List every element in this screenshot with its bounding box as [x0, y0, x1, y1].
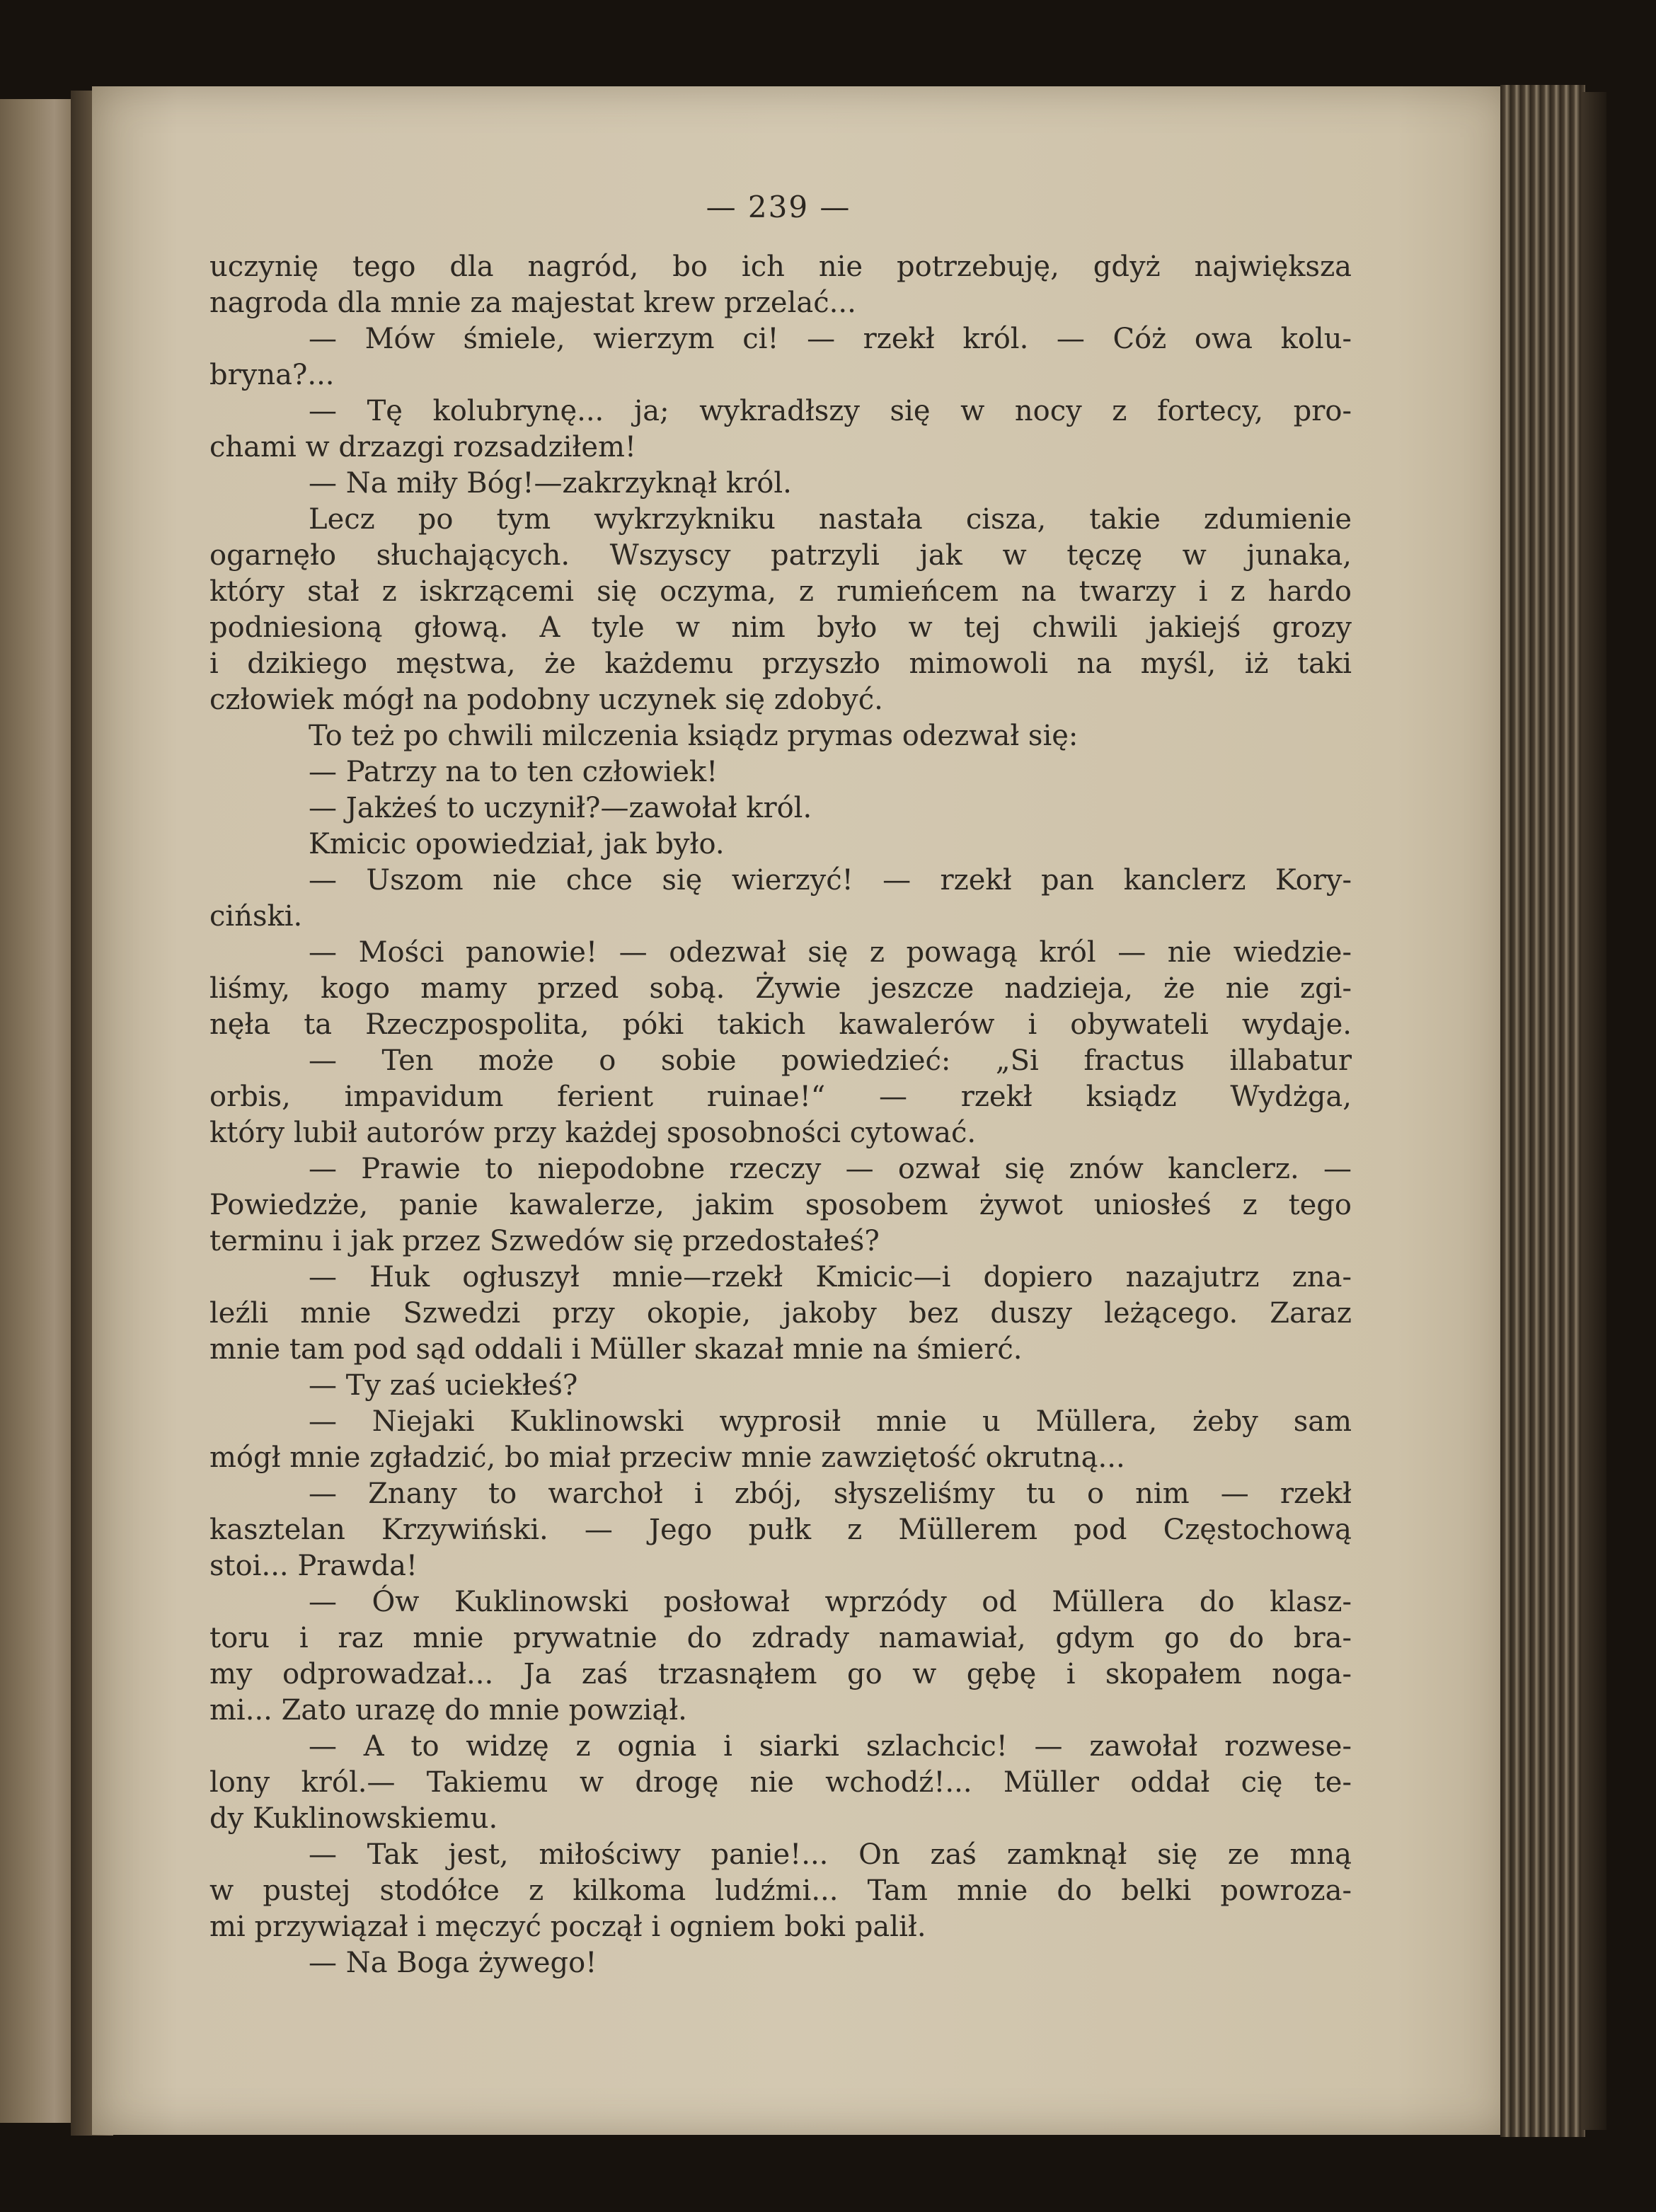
text-line: uczynię tego dla nagród, bo ich nie potrzebuję, gdyż największa: [209, 250, 1352, 283]
text-line: my odprowadzał... Ja zaś trzasnąłem go w gębę i skopałem noga-: [209, 1658, 1352, 1690]
text-line: leźli mnie Szwedzi przy okopie, jakoby bez duszy leżącego. Zaraz: [209, 1297, 1352, 1330]
text-line: człowiek mógł na podobny uczynek się zdobyć.: [209, 684, 883, 716]
text-line: To też po chwili milczenia ksiądz prymas odezwał się:: [309, 720, 1079, 752]
text-line: i dzikiego męstwa, że każdemu przyszło mimowoli na myśl, iż taki: [209, 647, 1352, 680]
text-line: — Znany to warchoł i zbój, słyszeliśmy tu o nim — rzekł: [309, 1477, 1352, 1510]
text-line: orbis, impavidum ferient ruinae!“ — rzekł ksiądz Wydżga,: [209, 1081, 1352, 1113]
text-line: który stał z iskrzącemi się oczyma, z rumieńcem na twarzy i z hardo: [209, 575, 1352, 608]
text-line: — Na miły Bóg!—zakrzyknął król.: [309, 467, 792, 500]
text-line: lony król.— Takiemu w drogę nie wchodź!... Müller oddał cię te-: [209, 1766, 1352, 1799]
page-edge-stack: [1500, 85, 1585, 2137]
text-line: — Ten może o sobie powiedzieć: „Si fractus illabatur: [309, 1044, 1352, 1077]
text-line: — Ów Kuklinowski posłował wprzódy od Müllera do klasz-: [309, 1586, 1352, 1618]
text-line: który lubił autorów przy każdej sposobności cytować.: [209, 1117, 977, 1149]
text-line: podniesioną głową. A tyle w nim było w tej chwili jakiejś grozy: [209, 611, 1352, 644]
text-line: — Ty zaś uciekłeś?: [309, 1369, 578, 1402]
text-line: dy Kuklinowskiemu.: [209, 1802, 498, 1835]
text-line: kasztelan Krzywiński. — Jego pułk z Müllerem pod Częstochową: [209, 1514, 1352, 1546]
text-line: chami w drzazgi rozsadziłem!: [209, 431, 637, 463]
text-line: — Tę kolubrynę... ja; wykradłszy się w nocy z fortecy, pro-: [309, 395, 1352, 427]
text-line: nagroda dla mnie za majestat krew przelać...: [209, 287, 856, 319]
text-line: Powiedzże, panie kawalerze, jakim sposobem żywot uniosłeś z tego: [209, 1189, 1352, 1221]
text-line: — A to widzę z ognia i siarki szlachcic! — zawołał rozwese-: [309, 1730, 1352, 1763]
text-line: — Huk ogłuszył mnie—rzekł Kmicic—i dopiero nazajutrz zna-: [309, 1261, 1352, 1294]
text-line: w pustej stodółce z kilkoma ludźmi... Tam mnie do belki powroza-: [209, 1874, 1352, 1907]
book-cover-edge: [1582, 92, 1606, 2130]
text-line: mnie tam pod sąd oddali i Müller skazał mnie na śmierć.: [209, 1333, 1023, 1366]
text-line: mógł mnie zgładzić, bo miał przeciw mnie zawziętość okrutną...: [209, 1441, 1125, 1474]
text-line: terminu i jak przez Szwedów się przedostałeś?: [209, 1225, 880, 1257]
text-line: — Uszom nie chce się wierzyć! — rzekł pan kanclerz Kory-: [309, 864, 1352, 897]
text-line: Lecz po tym wykrzykniku nastała cisza, takie zdumienie: [309, 503, 1352, 536]
text-line: ciński.: [209, 900, 303, 933]
text-line: Kmicic opowiedział, jak było.: [309, 828, 725, 860]
text-line: toru i raz mnie prywatnie do zdrady namawiał, gdym go do bra-: [209, 1622, 1352, 1654]
text-line: mi przywiązał i męczyć począł i ogniem boki palił.: [209, 1911, 926, 1943]
text-line: — Patrzy na to ten człowiek!: [309, 756, 718, 788]
text-line: — Prawie to niepodobne rzeczy — ozwał się znów kanclerz. —: [309, 1153, 1352, 1185]
text-line: ogarnęło słuchających. Wszyscy patrzyli jak w tęczę w junaka,: [209, 539, 1352, 572]
text-line: — Mości panowie! — odezwał się z powagą król — nie wiedzie-: [309, 936, 1352, 969]
text-line: — Na Boga żywego!: [309, 1947, 597, 1979]
text-line: — Tak jest, miłościwy panie!... On zaś zamknął się ze mną: [309, 1838, 1352, 1871]
text-line: — Mów śmiele, wierzym ci! — rzekł król. — Cóż owa kolu-: [309, 323, 1352, 355]
text-line: liśmy, kogo mamy przed sobą. Żywie jeszcze nadzieja, że nie zgi-: [209, 972, 1352, 1005]
text-line: — Niejaki Kuklinowski wyprosił mnie u Müllera, żeby sam: [309, 1405, 1352, 1438]
text-line: stoi... Prawda!: [209, 1550, 418, 1582]
text-line: mi... Zato urazę do mnie powziął.: [209, 1694, 687, 1727]
page-text: [209, 249, 1352, 1981]
page-number: — 239 —: [706, 190, 851, 224]
text-line: bryna?...: [209, 359, 335, 391]
left-page-edge: [0, 99, 78, 2123]
text-line: nęła ta Rzeczpospolita, póki takich kawalerów i obywateli wydaje.: [209, 1008, 1352, 1041]
text-line: — Jakżeś to uczynił?—zawołał król.: [309, 792, 812, 824]
